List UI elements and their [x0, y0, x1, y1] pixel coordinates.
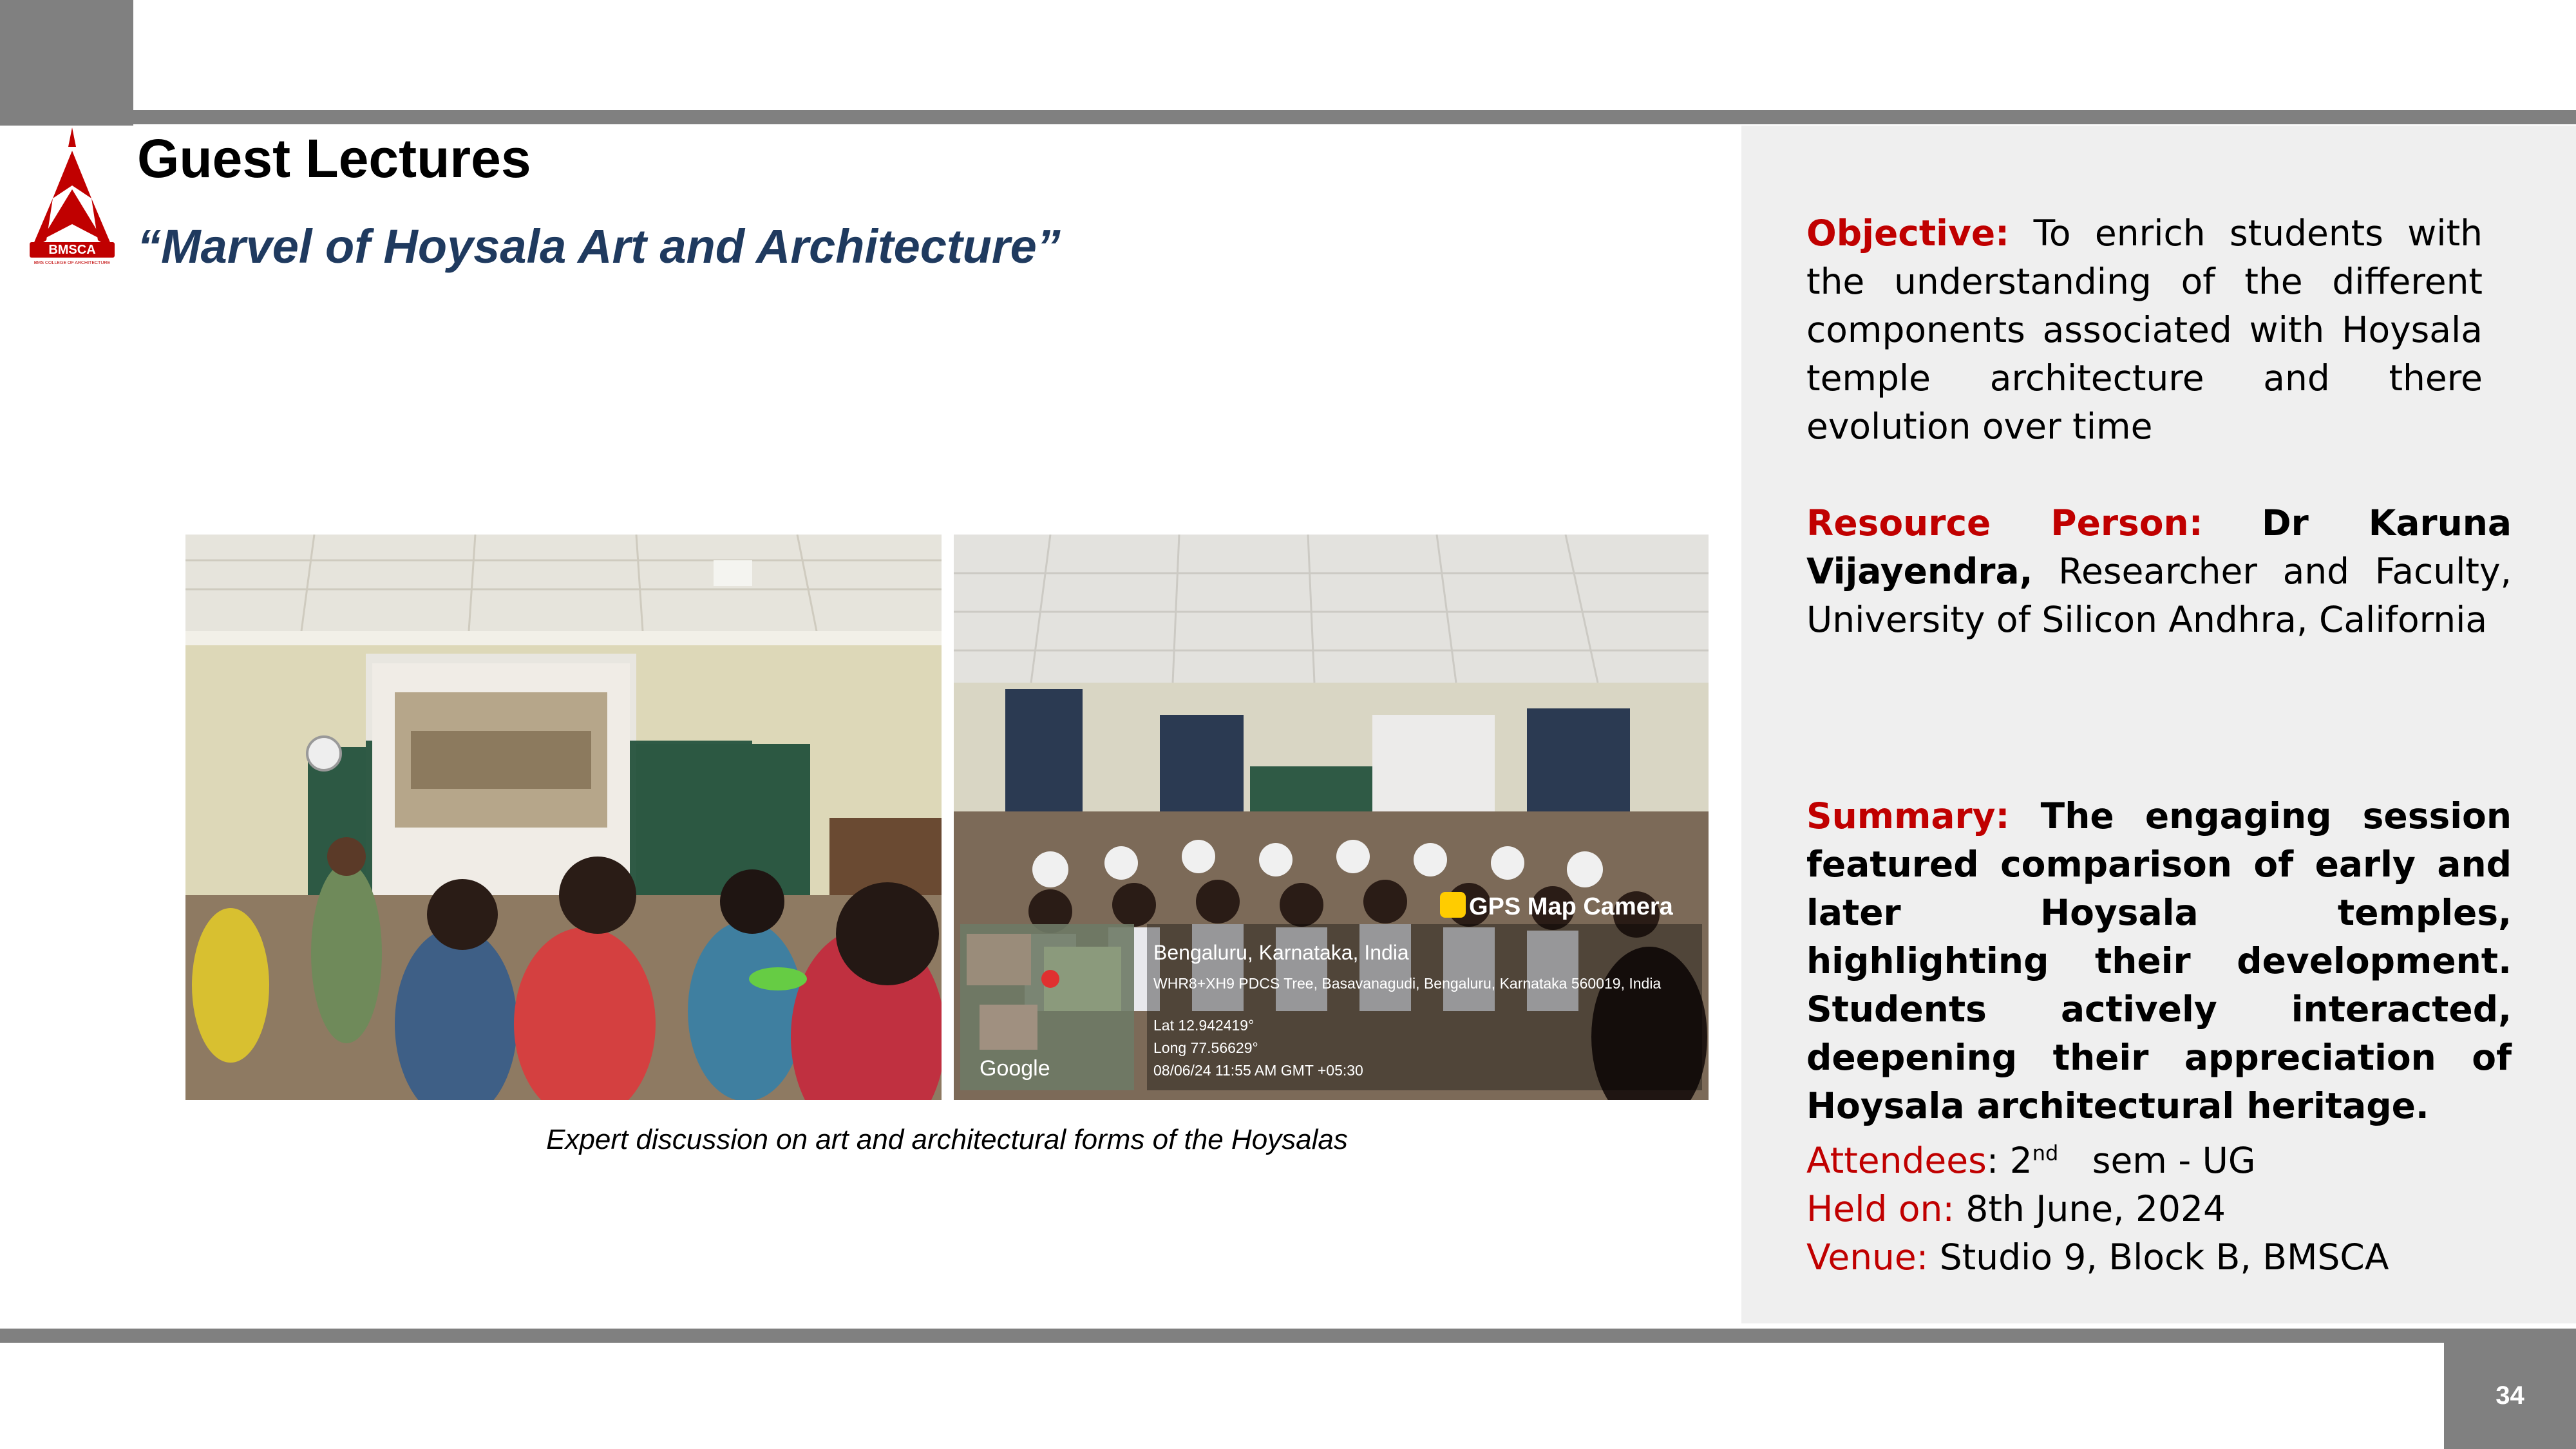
resource-person-block [1806, 499, 2512, 644]
summary-label: Summary: [1806, 795, 2010, 837]
resource-text: Researcher and Faculty, University of Silicon Andhra, California [1806, 551, 2512, 640]
venue-label: Venue: [1806, 1236, 1929, 1278]
page-title: Guest Lectures [137, 128, 531, 189]
resource-label: Resource Person: [1806, 502, 2203, 544]
gps-timestamp: 08/06/24 11:55 AM GMT +05:30 [1153, 1062, 1363, 1079]
summary-text: The engaging session featured comparison of early and later Hoysala temples, highlighting their development. Students actively interacted, deepening their appreciation of Hoysala architectural heritage. [1806, 795, 2512, 1126]
page-number: 34 [2444, 1343, 2576, 1449]
gps-lat: Lat 12.942419° [1153, 1017, 1255, 1034]
attendees-sup: nd [2032, 1141, 2059, 1166]
lecture-title: “Marvel of Hoysala Art and Architecture” [137, 220, 1061, 273]
map-pin-icon [1041, 970, 1059, 988]
attendees-rest: sem - UG [2092, 1140, 2256, 1181]
gps-location: Bengaluru, Karnataka, India [1153, 941, 1409, 964]
venue-line [1806, 1233, 2515, 1282]
venue-value: Studio 9, Block B, BMSCA [1939, 1236, 2389, 1278]
attendees-line: Attendees: 2nd sem - UG [1806, 1140, 2256, 1181]
lecture-photo-right [954, 535, 1709, 1100]
gps-address: WHR8+XH9 PDCS Tree, Basavanagudi, Bengaluru, Karnataka 560019, India [1153, 975, 1662, 992]
held-value: 8th June, 2024 [1965, 1188, 2226, 1229]
attendees-label: Attendees [1806, 1140, 1987, 1181]
logo-tagline: BMS COLLEGE OF ARCHITECTURE [33, 261, 111, 265]
bmsca-logo [27, 128, 117, 266]
header-corner-block [0, 0, 133, 126]
gps-app-name: GPS Map Camera [1469, 893, 1673, 920]
objective-text: To enrich students with the understanding of the different components associated with Hoysala temple architecture and there evolution over time [1806, 213, 2483, 447]
lecture-photo-left [185, 535, 942, 1100]
held-on-line [1806, 1185, 2515, 1233]
held-label: Held on: [1806, 1188, 1955, 1229]
footer-bar [0, 1329, 2576, 1343]
logo-text: BMSCA [48, 243, 96, 257]
summary-block [1806, 792, 2512, 1130]
map-brand: Google [980, 1056, 1050, 1081]
photo-caption: Expert discussion on art and architectural forms of the Hoysalas [546, 1124, 1348, 1155]
resource-name: Dr Karuna Vijayendra, [1806, 502, 2512, 592]
attendees-num: 2 [2009, 1140, 2032, 1181]
header-bar [133, 110, 2576, 124]
objective-label: Objective: [1806, 213, 2010, 254]
gps-long: Long 77.56629° [1153, 1039, 1258, 1056]
objective-block [1806, 209, 2483, 451]
